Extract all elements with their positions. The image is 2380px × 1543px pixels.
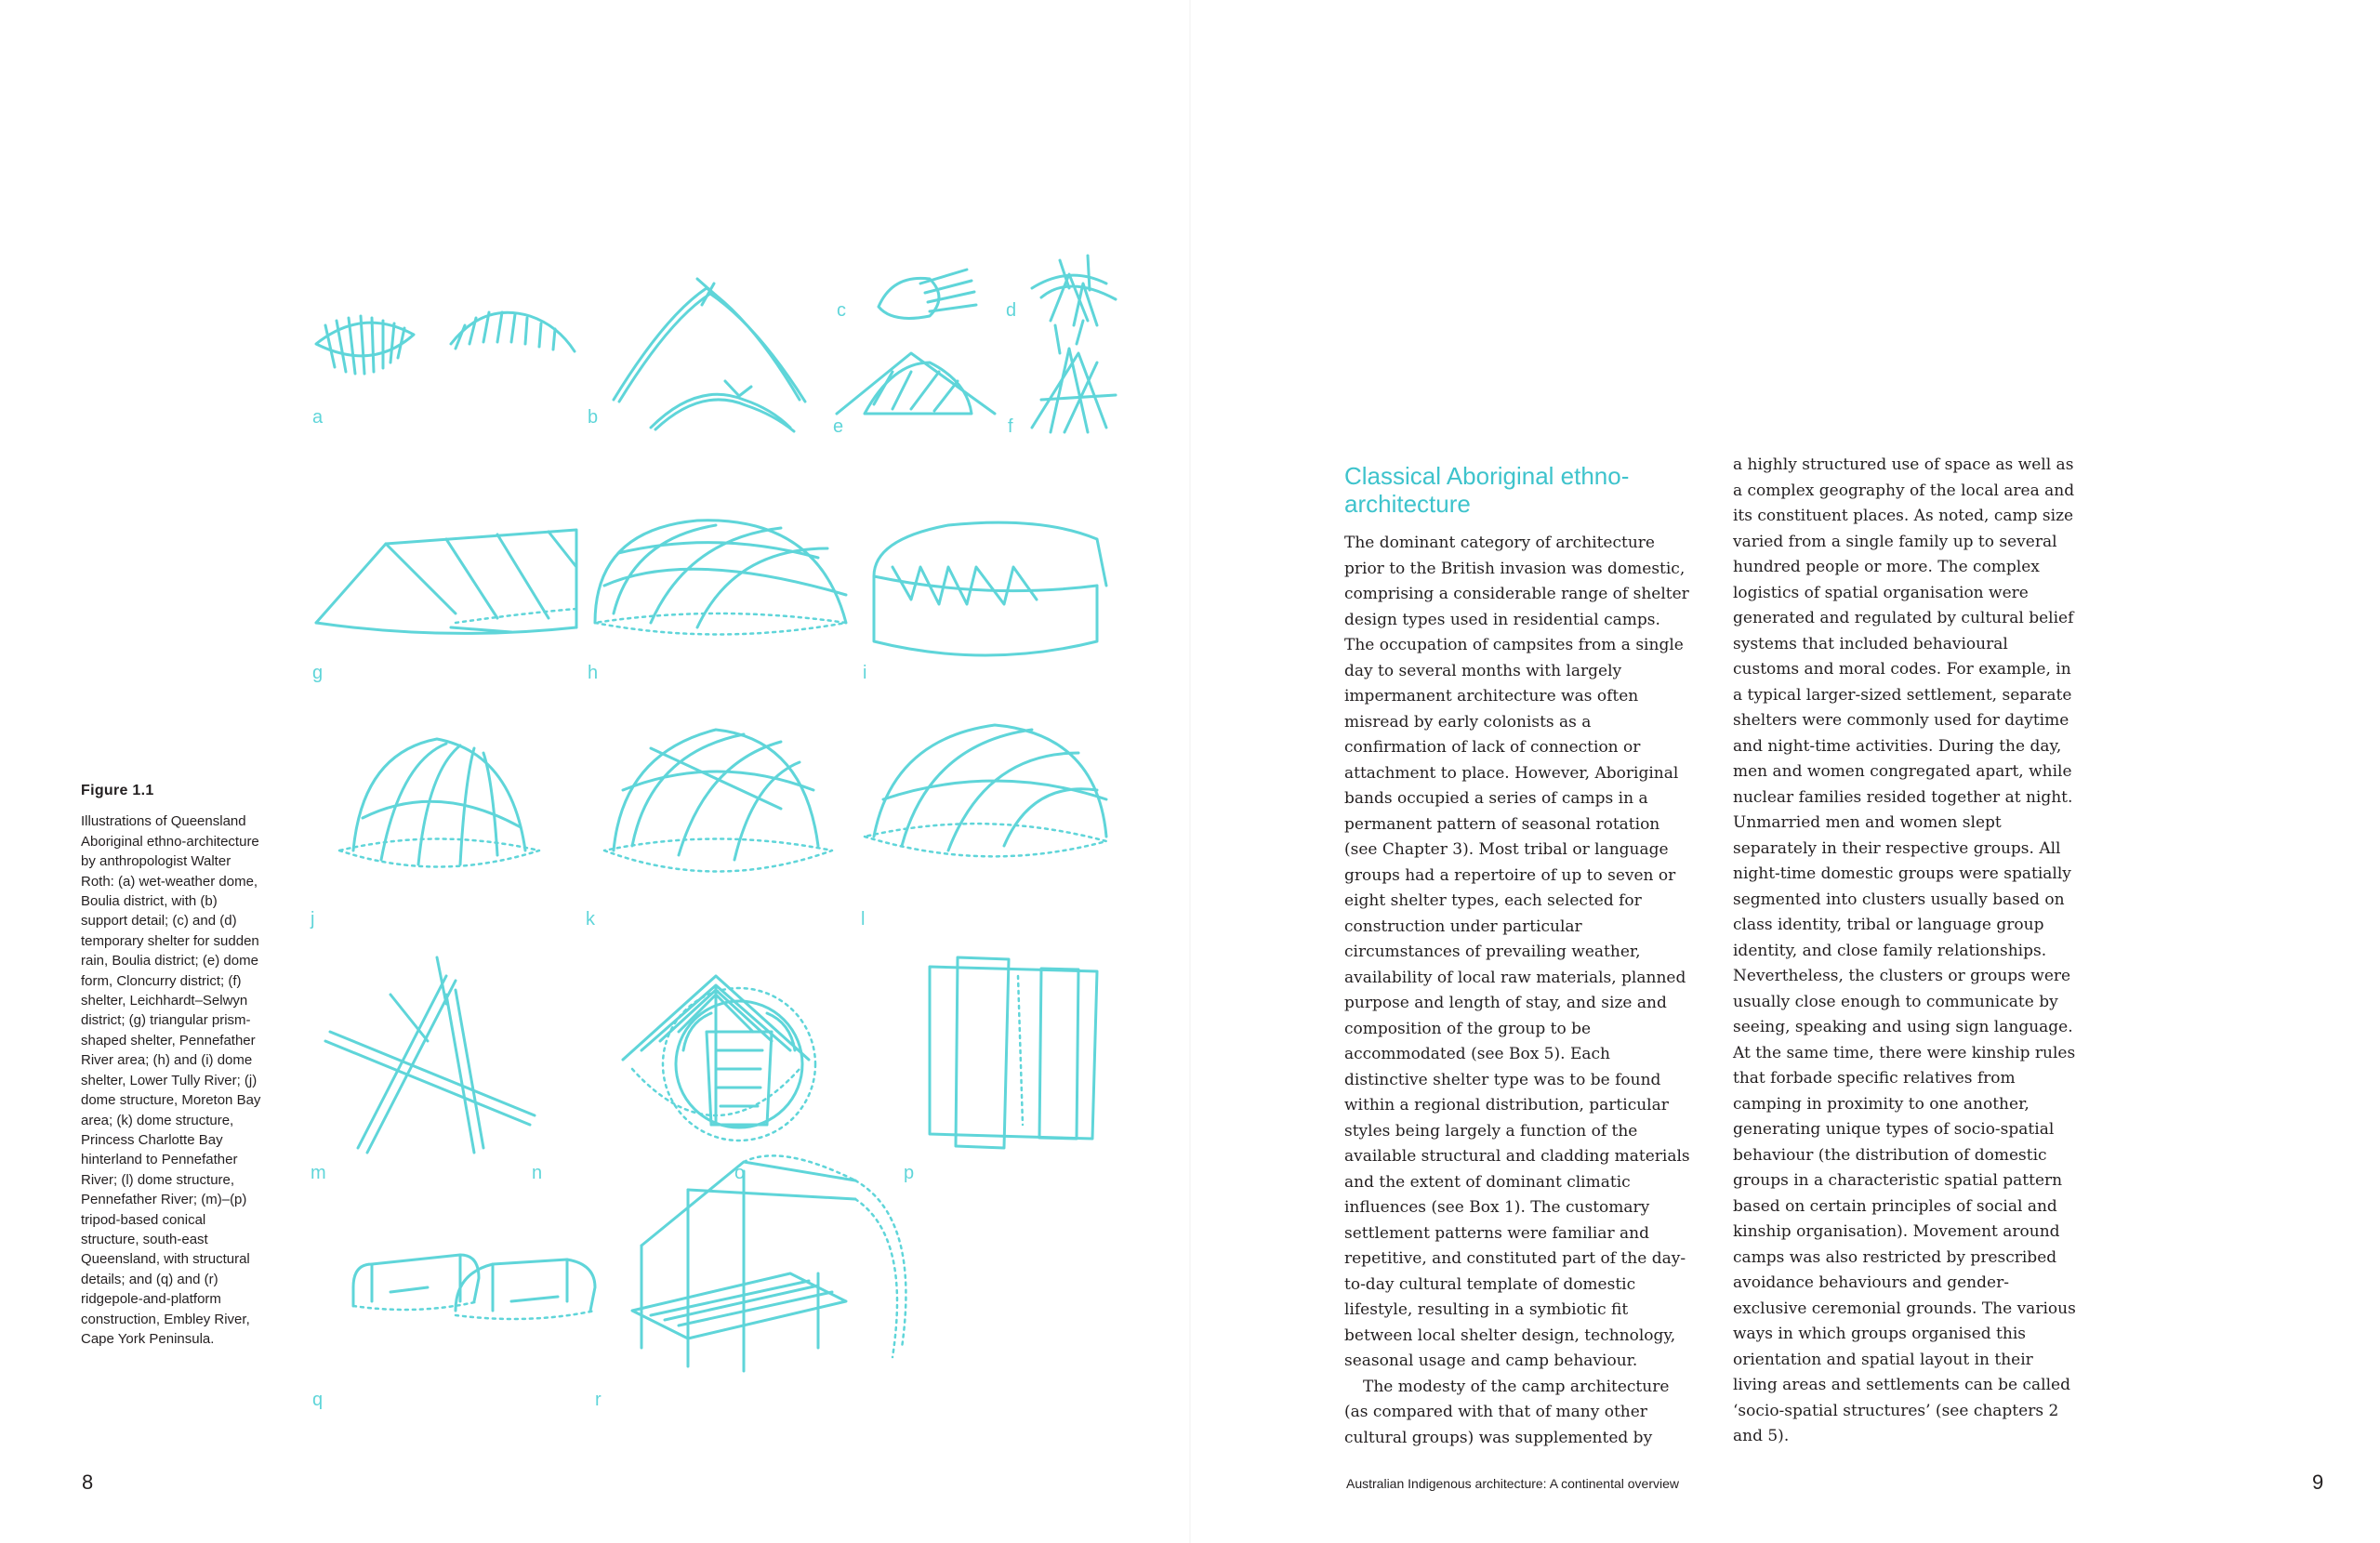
label-f: f [1008, 416, 1013, 437]
figure-number: Figure 1.1 [81, 783, 154, 798]
illustration-a [316, 316, 414, 374]
label-k: k [586, 909, 595, 930]
illustration-g [316, 530, 576, 633]
illustration-m [325, 957, 535, 1153]
text-column-2 [1733, 453, 2079, 1450]
label-c: c [837, 300, 846, 321]
caption-text: Illustrations of Queensland Aboriginal ethno-architecture by anthropologist Walter Roth: (a) wet-weather dome, Boulia district, with (b) support detail; (c) and (d) temporary shelter for sudden rain, Boulia district; (e) dome form, Cloncurry district; (f) shelter, Leichhardt–Selwyn district; (g) triangular prism-shaped shelter, Pennefather River area; (h) and (i) dome shelter, Lower Tully River; (j) dome structure, Moreton Bay area; (k) dome structure, Princess Charlotte Bay hinterland to Pennefather River; (l) dome structure, Pennefather River; (m)–(p) tripod-based conical structure, south-east Queensland, with structural details; and (q) and (r) ridgepole-and-platform construction, Embley River, Cape York Peninsula. [81, 813, 261, 1347]
label-o: o [734, 1163, 746, 1183]
figure-caption [81, 781, 267, 1349]
illustration-e [837, 353, 995, 414]
label-r: r [595, 1390, 602, 1410]
illustration-h [595, 521, 846, 635]
illustration-c [879, 270, 976, 318]
page-number-left: 8 [82, 1470, 94, 1494]
illustration-b [614, 279, 805, 431]
illustration-i [874, 522, 1106, 655]
section-heading: Classical Aboriginal ethno-architecture [1344, 462, 1630, 518]
illustration-d [1032, 256, 1116, 325]
label-l: l [861, 909, 866, 930]
label-q: q [312, 1390, 324, 1410]
illustration-p [930, 957, 1097, 1148]
illustration-k [604, 730, 832, 872]
label-a: a [312, 407, 324, 428]
label-h: h [588, 663, 599, 683]
figure-illustrations [298, 232, 1134, 1413]
illustration-l [865, 725, 1106, 856]
running-head: Australian Indigenous architecture: A continental overview [1346, 1476, 1679, 1491]
page-gutter [1189, 0, 1191, 1543]
label-i: i [863, 663, 867, 683]
label-j: j [311, 909, 315, 930]
label-b: b [588, 407, 599, 428]
illustration-f [1032, 321, 1116, 432]
label-e: e [833, 416, 844, 437]
paragraph-3: a highly structured use of space as well as a complex geography of the local area and its constituent places. As noted, camp size varied from a single family up to several hundred people or more. The complex logistics of spatial organisation were generated and regulated by cultural belief systems that included behavioural customs and moral codes. For example, in a typical larger-sized settlement, separate shelters were commonly used for daytime and night-time activities. During the day, men and women congregated apart, while nuclear families resided together at night. Unmarried men and women slept separately in their respective groups. All night-time domestic groups were spatially segmented into clusters usually based on class identity, tribal or language group identity, and close family relationships. Nevertheless, the clusters or groups were usually close enough to communicate by seeing, speaking and using sign language. At the same time, there were kinship rules that forbade specific relatives from camping in proximity to one another, generating unique types of socio-spatial behaviour (the distribution of domestic groups in a characteristic spatial pattern based on certain principles of social and kinship organisation). Movement around camps was also restricted by prescribed avoidance behaviours and gender-exclusive ceremonial grounds. The various ways in which groups organised this orientation and spatial layout in their living areas and settlements can be called ‘socio-spatial structures’ (see chapters 2 and 5). [1733, 455, 2076, 1445]
label-n: n [532, 1163, 543, 1183]
illustration-j [339, 739, 539, 867]
label-d: d [1006, 300, 1017, 321]
label-p: p [904, 1163, 915, 1183]
paragraph-1: The dominant category of architecture prior to the British invasion was domestic, comprising a considerable range of shelter design types used in residential camps. The occupation of campsites from a single day to several months with largely impermanent architecture was often misread by early colonists as a confirmation of lack of connection or attachment to place. However, Aboriginal bands occupied a series of camps in a permanent pattern of seasonal rotation (see Chapter 3). Most tribal or language groups had a repertoire of up to seven or eight shelter types, each selected for construction under particular circumstances of prevailing weather, availability of local raw materials, planned purpose and length of stay, and size and composition of the group to be accommodated (see Box 5). Each distinctive shelter type was to be found within a regional distribution, particular styles being largely a function of the available structural and cladding materials and the extent of dominant climatic influences (see Box 1). The customary settlement patterns were familiar and repetitive, and constituted part of the day-to-day cultural template of domestic lifestyle, resulting in a symbiotic fit between local shelter design, technology, seasonal usage and camp behaviour. [1344, 534, 1690, 1370]
paragraph-2: The modesty of the camp architecture (as compared with that of many other cultural groups) was supplemented by [1344, 1377, 1670, 1447]
label-m: m [311, 1163, 326, 1183]
text-column-1 [1344, 462, 1690, 1451]
illustration-q [353, 1255, 595, 1319]
illustration-r [632, 1155, 906, 1371]
label-g: g [312, 663, 324, 683]
page-number-right: 9 [2312, 1470, 2324, 1494]
illustration-b-support [451, 312, 575, 351]
